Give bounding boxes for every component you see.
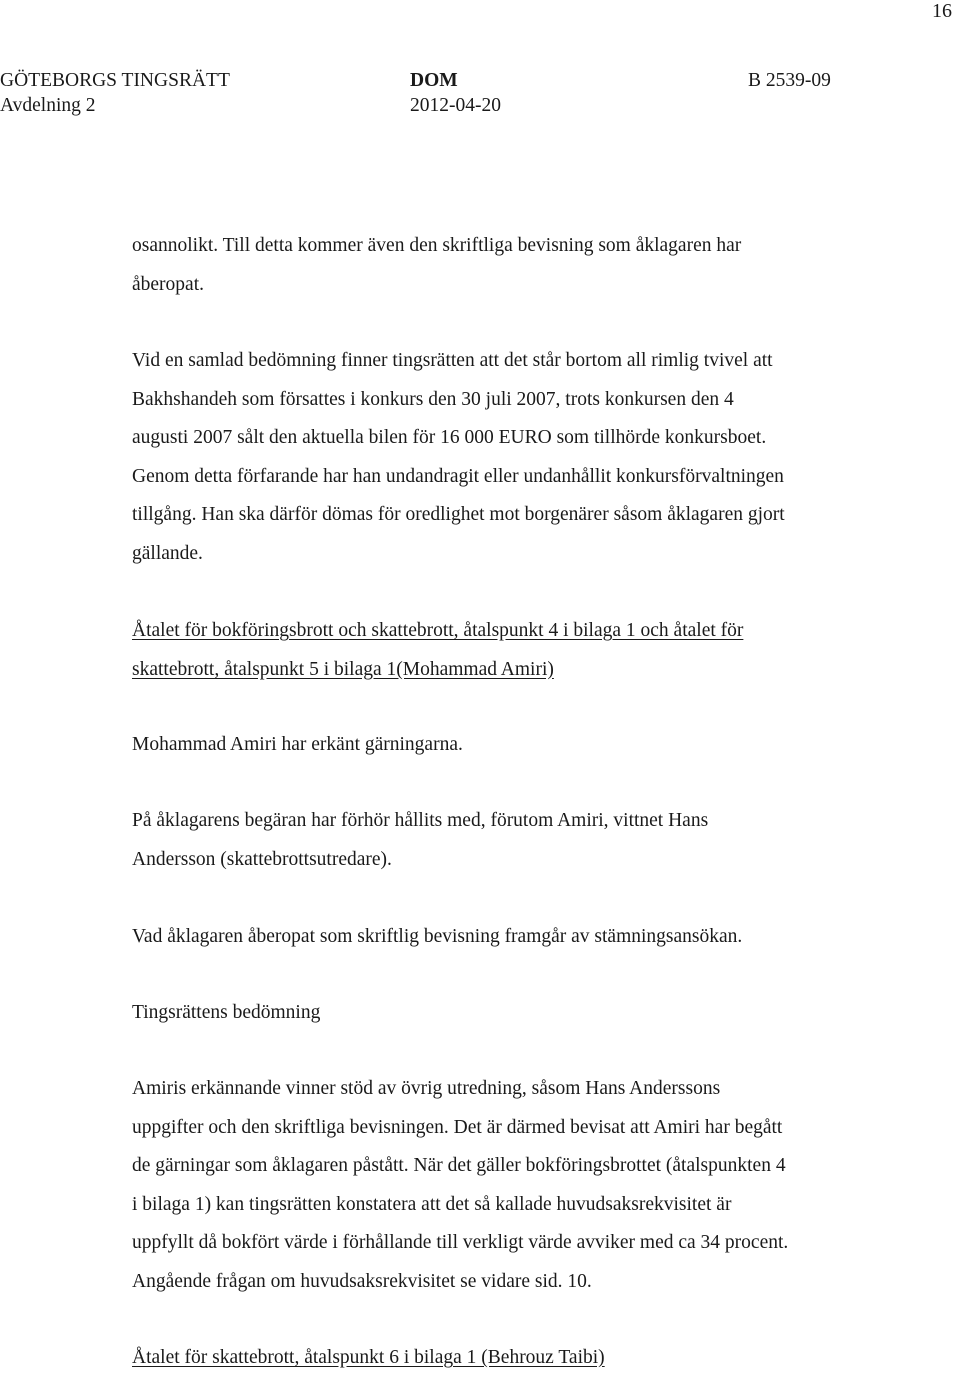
paragraph-conclusion-end (132, 227, 892, 304)
document-date: 2012-04-20 (410, 95, 501, 116)
text-line: Vad åklagaren åberopat som skriftlig bevisning framgår av stämningsansökan. (132, 926, 743, 947)
text-line: Mohammad Amiri har erkänt gärningarna. (132, 734, 463, 755)
heading-line: skattebrott, åtalspunkt 5 i bilaga 1(Mohammad Amiri) (132, 658, 554, 680)
text-line: Amiris erkännande vinner stöd av övrig utredning, såsom Hans Anderssons (132, 1078, 721, 1099)
section-heading-amiri (132, 612, 892, 689)
text-line: Genom detta förfarande har han undandragit eller undanhållit konkursförvaltningen (132, 465, 784, 487)
text-line: Vid en samlad bedömning finner tingsrätten att det står bortom all rimlig tvivel att (132, 350, 773, 371)
text-line: uppfyllt då bokfört värde i förhållande till verkligt värde avviker med ca 34 procent. (132, 1232, 789, 1253)
paragraph-confession (132, 726, 892, 765)
case-number: B 2539-09 (748, 70, 831, 91)
heading-line: Åtalet för skattebrott, åtalspunkt 6 i bilaga 1 (Behrouz Taibi) (132, 1347, 605, 1368)
text-line: de gärningar som åklagaren påstått. När det gäller bokföringsbrottet (åtalspunkten 4 (132, 1155, 786, 1176)
text-line: augusti 2007 sålt den aktuella bilen för 16 000 EURO som tillhörde konkursboet. (132, 427, 767, 448)
subheading-court-assessment (132, 994, 892, 1033)
text-line: uppgifter och den skriftliga bevisningen. Det är därmed bevisat att Amiri har begått (132, 1116, 783, 1138)
heading-line: Åtalet för bokföringsbrott och skattebrott, åtalspunkt 4 i bilaga 1 och åtalet för (132, 620, 744, 641)
text-line: osannolikt. Till detta kommer även den skriftliga bevisning som åklagaren har (132, 235, 742, 256)
text-line: gällande. (132, 542, 203, 564)
paragraph-hearings (132, 802, 892, 879)
division-label: Avdelning 2 (0, 95, 96, 116)
paragraph-assessment-bakhshandeh (132, 342, 892, 573)
text-line: Bakhshandeh som försattes i konkurs den 30 juli 2007, trots konkursen den 4 (132, 388, 734, 410)
text-line: Andersson (skattebrottsutredare). (132, 848, 392, 870)
text-line: i bilaga 1) kan tingsrätten konstatera att det så kallade huvudsaksrekvisitet är (132, 1193, 732, 1215)
court-name: GÖTEBORGS TINGSRÄTT (0, 70, 230, 91)
document-type: DOM (410, 70, 458, 91)
text-line: På åklagarens begäran har förhör hållits med, förutom Amiri, vittnet Hans (132, 810, 709, 831)
text-line: Tingsrättens bedömning (132, 1002, 321, 1023)
page-number: 16 (932, 0, 952, 22)
paragraph-assessment-amiri (132, 1070, 892, 1301)
text-line: Angående frågan om huvudsaksrekvisitet se vidare sid. 10. (132, 1270, 592, 1292)
paragraph-written-evidence (132, 918, 892, 957)
text-line: tillgång. Han ska därför dömas för oredlighet mot borgenärer såsom åklagaren gjort (132, 504, 785, 525)
text-line: åberopat. (132, 273, 205, 295)
